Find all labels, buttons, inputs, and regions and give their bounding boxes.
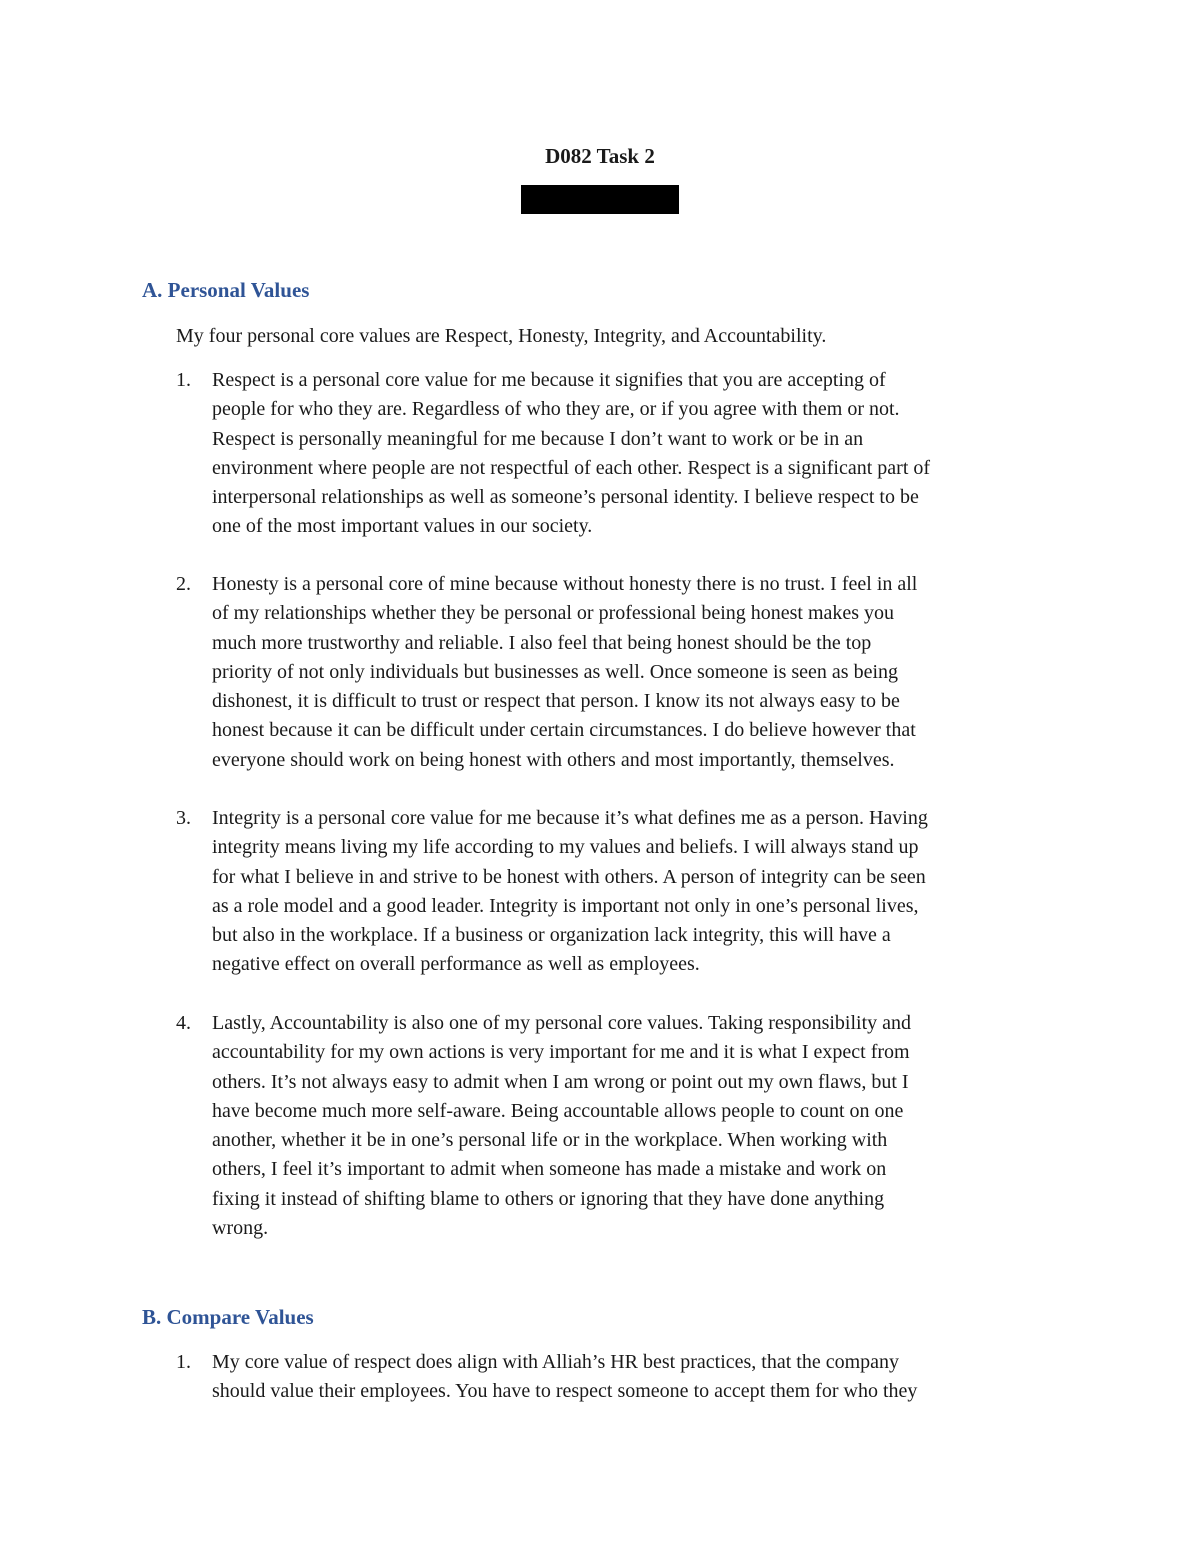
list-item-number: 1. xyxy=(176,369,191,391)
text-line: have become much more self-aware. Being accountable allows people to count on one xyxy=(212,1099,904,1122)
text-line: integrity means living my life according to my values and beliefs. I will always stand up xyxy=(212,836,919,859)
redacted-name-block xyxy=(521,185,679,214)
list-item-number: 3. xyxy=(176,807,191,829)
list-item xyxy=(176,570,1066,775)
text-line: wrong. xyxy=(212,1217,269,1240)
text-line: Lastly, Accountability is also one of my personal core values. Taking responsibility and xyxy=(212,1012,912,1034)
text-line: My core value of respect does align with Alliah’s HR best practices, that the company xyxy=(212,1351,900,1373)
text-line: accountability for my own actions is very important for me and it is what I expect from xyxy=(212,1041,910,1064)
text-line: of my relationships whether they be personal or professional being honest makes you xyxy=(212,602,895,625)
list-item xyxy=(176,1348,1066,1407)
list-item-text xyxy=(212,570,1066,775)
text-line: should value their employees. You have to respect someone to accept them for who they xyxy=(212,1380,918,1403)
list-item-number: 1. xyxy=(176,1351,191,1373)
text-line: as a role model and a good leader. Integrity is important not only in one’s personal lives, xyxy=(212,894,919,917)
text-line: others. It’s not always easy to admit when I am wrong or point out my own flaws, but I xyxy=(212,1070,909,1093)
section-b-heading: B. Compare Values xyxy=(142,1305,314,1329)
text-line: everyone should work on being honest with others and most importantly, themselves. xyxy=(212,748,895,771)
text-line: fixing it instead of shifting blame to others or ignoring that they have done anything xyxy=(212,1187,885,1210)
text-line: Honesty is a personal core of mine because without honesty there is no trust. I feel in all xyxy=(212,573,918,595)
list-item xyxy=(176,1009,1066,1243)
list-item xyxy=(176,804,1066,980)
list-item xyxy=(176,366,1066,542)
text-line: much more trustworthy and reliable. I also feel that being honest should be the top xyxy=(212,631,872,654)
text-line: Respect is a personal core value for me because it signifies that you are accepting of xyxy=(212,369,886,391)
text-line: dishonest, it is difficult to trust or respect that person. I know its not always easy to be xyxy=(212,690,900,713)
list-item-text xyxy=(212,1009,1066,1243)
text-line: one of the most important values in our society. xyxy=(212,515,593,538)
text-line: Integrity is a personal core value for me because it’s what defines me as a person. Having xyxy=(212,807,928,829)
text-line: for what I believe in and strive to be honest with others. A person of integrity can be seen xyxy=(212,865,926,888)
section-a-intro: My four personal core values are Respect, Honesty, Integrity, and Accountability. xyxy=(176,325,827,347)
document-title: D082 Task 2 xyxy=(545,144,655,168)
text-line: others, I feel it’s important to admit when someone has made a mistake and work on xyxy=(212,1158,887,1181)
section-a-heading: A. Personal Values xyxy=(142,278,310,302)
list-item-text xyxy=(212,1348,1066,1407)
text-line: interpersonal relationships as well as someone’s personal identity. I believe respect to be xyxy=(212,486,919,509)
text-line: but also in the workplace. If a business or organization lack integrity, this will have a xyxy=(212,924,891,947)
text-line: priority of not only individuals but businesses as well. Once someone is seen as being xyxy=(212,660,899,683)
text-line: honest because it can be difficult under certain circumstances. I do believe however that xyxy=(212,719,916,742)
text-line: another, whether it be in one’s personal life or in the workplace. When working with xyxy=(212,1129,888,1152)
list-item-number: 2. xyxy=(176,573,191,595)
text-line: negative effect on overall performance as well as employees. xyxy=(212,953,700,976)
list-item-text xyxy=(212,366,1066,542)
text-line: environment where people are not respectful of each other. Respect is a significant part of xyxy=(212,456,931,479)
text-line: Respect is personally meaningful for me because I don’t want to work or be in an xyxy=(212,427,864,450)
list-item-number: 4. xyxy=(176,1012,191,1034)
text-line: people for who they are. Regardless of who they are, or if you agree with them or not. xyxy=(212,398,900,421)
list-item-text xyxy=(212,804,1066,980)
